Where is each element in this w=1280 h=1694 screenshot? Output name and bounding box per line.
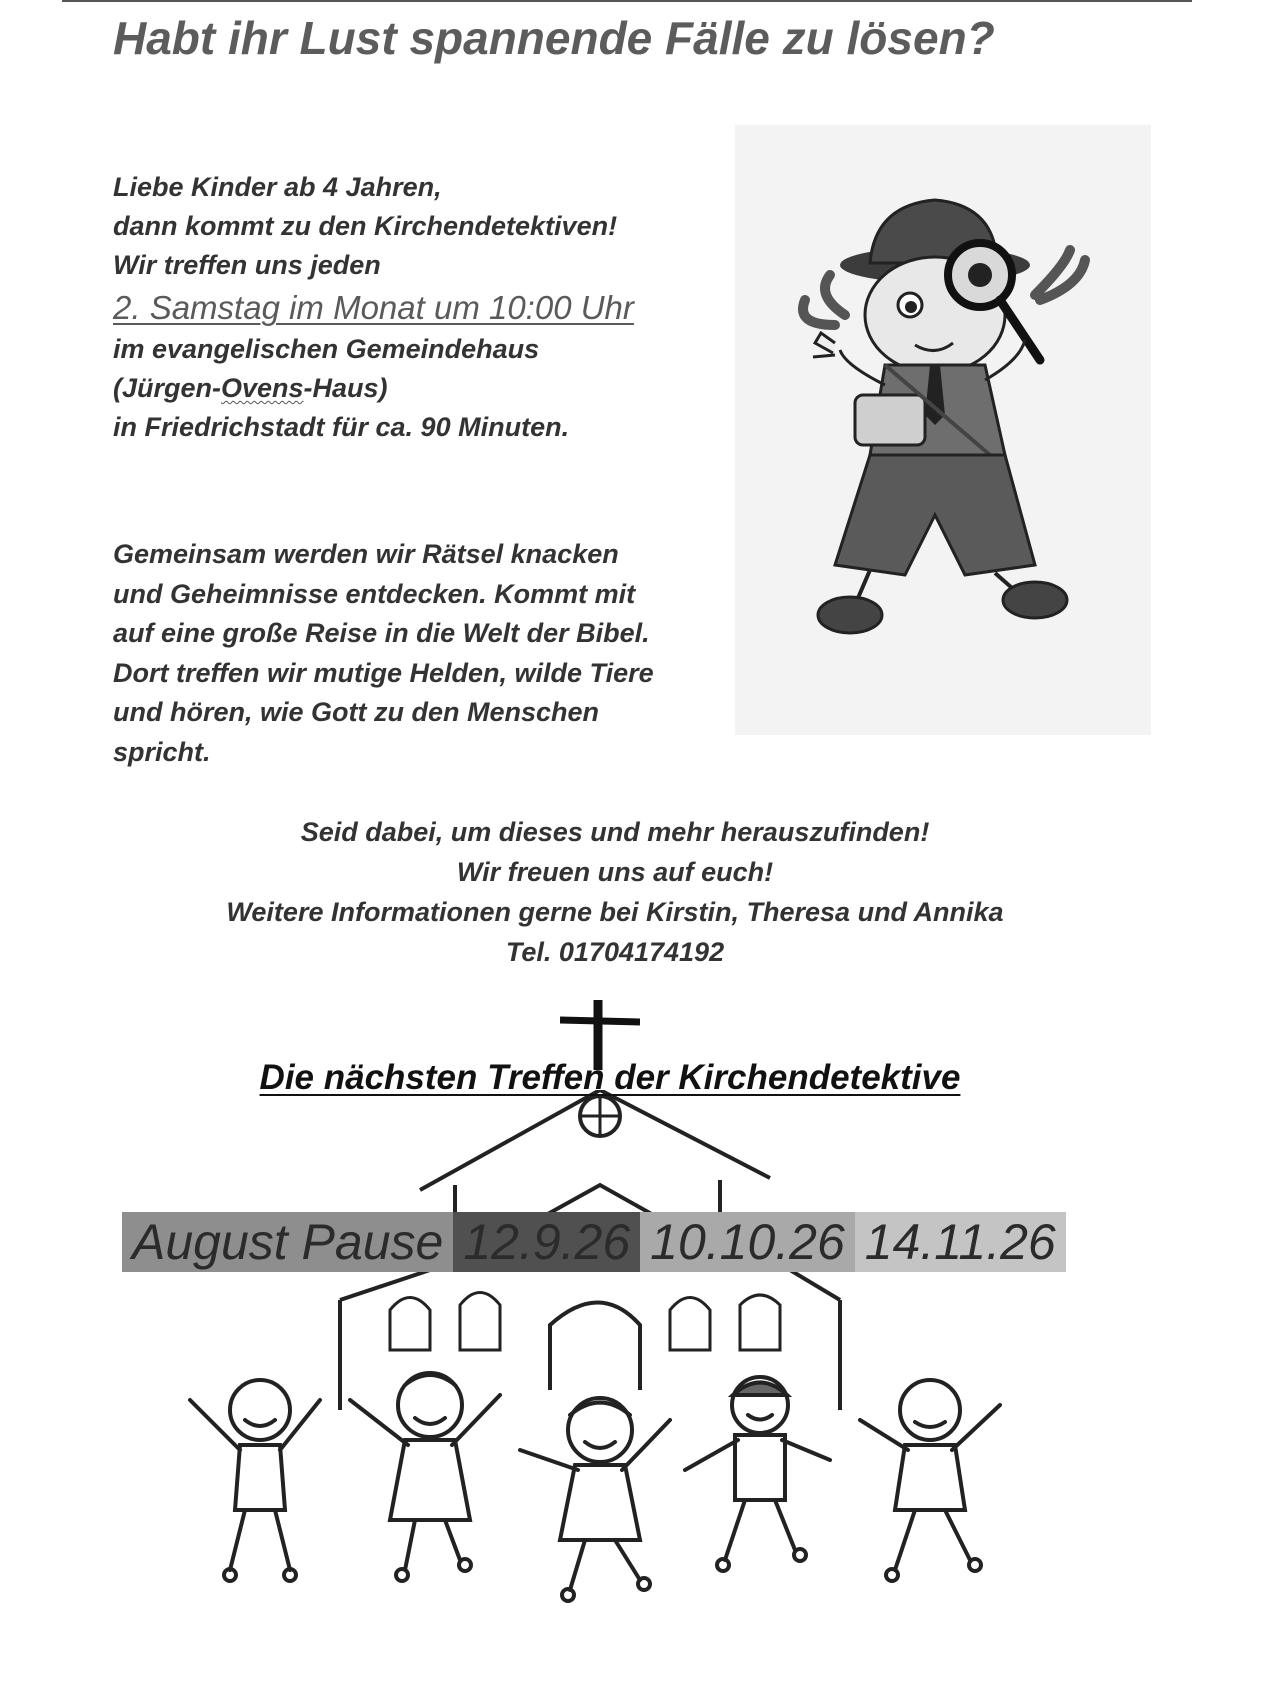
intro-line (113, 369, 753, 408)
paragraph-line: und hören, wie Gott zu den Menschen (113, 697, 600, 727)
description-paragraph (113, 535, 753, 772)
paragraph-line: und Geheimnisse entdecken. Kommt mit (113, 578, 636, 609)
detective-girl-icon (735, 125, 1151, 735)
intro-fragment: (Jürgen- (113, 373, 221, 403)
date-label: 12.9.26 (463, 1214, 631, 1270)
closing-text (0, 812, 1230, 972)
meeting-time: 2. Samstag im Monat um 10:00 Uhr (113, 289, 634, 326)
closing-line: Seid dabei, um dieses und mehr herauszufinden! (300, 817, 930, 847)
paragraph-line: spricht. (113, 736, 211, 767)
closing-line: Wir freuen uns auf euch! (456, 857, 774, 887)
date-cell-october (640, 1212, 855, 1272)
intro-fragment: -Haus) (303, 373, 388, 403)
intro-line: dann kommt zu den Kirchendetektiven! (113, 211, 618, 241)
paragraph-line: auf eine große Reise in die Welt der Bibel. (113, 618, 650, 648)
date-label: 10.10.26 (650, 1214, 845, 1270)
spellcheck-word: Ovens (221, 373, 304, 403)
phone-number: Tel. 01704174192 (505, 937, 725, 967)
intro-line: Wir treffen uns jeden (113, 250, 381, 280)
date-cell-september (453, 1212, 640, 1272)
paragraph-line: Gemeinsam werden wir Rätsel knacken (113, 539, 619, 569)
date-cell-november (855, 1212, 1066, 1272)
detective-illustration (735, 125, 1151, 735)
children-drawing-icon (170, 1360, 1050, 1610)
paragraph-line: Dort treffen wir mutige Helden, wilde Tiere (113, 657, 654, 688)
date-cell-august (122, 1212, 453, 1272)
date-label: August Pause (132, 1214, 444, 1270)
intro-line: im evangelischen Gemeindehaus (113, 334, 540, 364)
intro-line: Liebe Kinder ab 4 Jahren, (113, 172, 442, 202)
meetings-title: Die nächsten Treffen der Kirchendetektive (259, 1058, 961, 1097)
intro-text (113, 168, 753, 447)
intro-line: in Friedrichstadt für ca. 90 Minuten. (113, 412, 570, 442)
top-rule (62, 0, 1192, 2)
headline: Habt ihr Lust spannende Fälle zu lösen? (113, 12, 995, 64)
date-label: 14.11.26 (864, 1214, 1056, 1270)
meeting-dates (122, 1212, 1066, 1272)
closing-line: Weitere Informationen gerne bei Kirstin, Theresa und Annika (226, 897, 1004, 927)
